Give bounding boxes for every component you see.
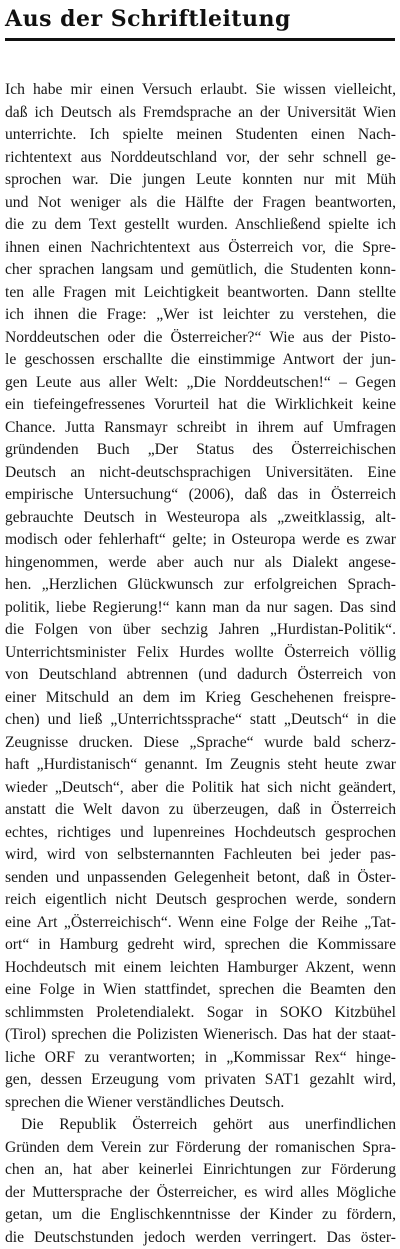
text-line: die Folgen von über sechzig Jahren „Hurdistan-Politik“. [5, 619, 396, 642]
text-line: Gründen dem Verein zur Förderung der romanischen Spra- [5, 1137, 396, 1160]
text-line: gründenden Buch „Der Status des Österreichischen [5, 439, 396, 462]
text-line: richtentext aus Norddeutschland vor, der sehr schnell ge- [5, 147, 396, 170]
text-line: ich ihnen die Frage: „Wer ist leichter zu verstehen, die [5, 304, 396, 327]
text-line: Chance. Jutta Ransmayr schreibt in ihrem auf Umfragen [5, 417, 396, 440]
text-line: echtes, richtiges und lupenreines Hochdeutsch gesprochen [5, 822, 396, 845]
text-line: ihnen einen Nachrichtentext aus Österreich vor, die Spre- [5, 237, 396, 260]
text-line: empirische Untersuchung“ (2006), daß das in Österreich [5, 484, 396, 507]
text-line: ten alle Fragen mit Leichtigkeit beantworten. Dann stellte [5, 282, 396, 305]
text-line: von Deutschland abtrennen (und dadurch Österreich von [5, 664, 396, 687]
column-heading: Aus der Schriftleitung [5, 2, 395, 38]
text-line: ein tiefeingefressenes Vorurteil hat die Wirklichkeit keine [5, 394, 396, 417]
text-line: Deutsch an nicht-deutschsprachigen Universitäten. Eine [5, 462, 396, 485]
text-line: und Not weniger als die Hälfte der Fragen beantworten, [5, 192, 396, 215]
paragraph-1 [5, 79, 396, 1114]
text-line: der Muttersprache der Österreicher, es wird alles Mögliche [5, 1182, 396, 1205]
text-line: sprochen war. Die jungen Leute konnten nur mit Müh [5, 169, 396, 192]
text-line: Hochdeutsch mit einem leichten Hamburger Akzent, wenn [5, 957, 396, 980]
heading-rule [5, 38, 395, 41]
text-line: politik, liebe Regierung!“ kann man da nur sagen. Das sind [5, 597, 396, 620]
text-line: le geschossen erschallte die einstimmige Antwort der jun- [5, 349, 396, 372]
text-line: eine Folge in Wien stattfindet, sprechen die Beamten den [5, 979, 396, 1002]
text-line: gen Leute aus aller Welt: „Die Norddeutschen!“ – Gegen [5, 372, 396, 395]
text-line: unterrichte. Ich spielte meinen Studenten einen Nach- [5, 124, 396, 147]
text-line: hingenommen, werde aber auch nur als Dialekt angese- [5, 552, 396, 575]
text-line: wieder „Deutsch“, aber die Politik hat sich nicht geändert, [5, 777, 396, 800]
text-line: chen an, hat aber keinerlei Einrichtungen zur Förderung [5, 1159, 396, 1182]
text-line: modisch oder fehlerhaft“ gelte; in Osteuropa werde es zwar [5, 529, 396, 552]
paragraph-2 [5, 1114, 396, 1249]
text-line: sprechen die Wiener verständliches Deutsch. [5, 1092, 396, 1115]
text-line: daß ich Deutsch als Fremdsprache an der Universität Wien [5, 102, 396, 125]
text-line: getan, um die Englischkenntnisse der Kinder zu fördern, [5, 1204, 396, 1227]
text-line: (Tirol) sprechen die Polizisten Wienerisch. Das hat der staat- [5, 1024, 396, 1047]
text-line: liche ORF zu verantworten; in „Kommissar Rex“ hinge- [5, 1047, 396, 1070]
text-line: Norddeutschen oder die Österreicher?“ Wie aus der Pisto- [5, 327, 396, 350]
text-line: die Deutschstunden jedoch werden verringert. Das öster- [5, 1227, 396, 1249]
text-line: anstatt die Welt davon zu überzeugen, daß in Österreich [5, 799, 396, 822]
text-line: einer Mitschuld an dem im Krieg Geschehenen freispre- [5, 687, 396, 710]
text-line: Zeugnisse drucken. Diese „Sprache“ wurde bald scherz- [5, 732, 396, 755]
text-line: senden und unpassenden Gelegenheit betont, daß in Öster- [5, 867, 396, 890]
text-line: eine Art „Österreichisch“. Wenn eine Folge der Reihe „Tat- [5, 912, 396, 935]
text-line: haft „Hurdistanisch“ genannt. Im Zeugnis steht heute zwar [5, 754, 396, 777]
text-line: schlimmsten Proletendialekt. Sogar in SOKO Kitzbühel [5, 1002, 396, 1025]
text-line: chen) und ließ „Unterrichtssprache“ statt „Deutsch“ in die [5, 709, 396, 732]
text-line: die zu dem Text gestellt wurden. Anschließend spielte ich [5, 214, 396, 237]
text-line: Die Republik Österreich gehört aus unerfindlichen [5, 1114, 396, 1137]
text-line: gen, dessen Erzeugung vom privaten SAT1 gezahlt wird, [5, 1069, 396, 1092]
text-line: wird, wird von selbsternannten Fachleuten bei jeder pas- [5, 844, 396, 867]
text-line: reich eigentlich nicht Deutsch gesprochen werde, sondern [5, 889, 396, 912]
text-line: Ich habe mir einen Versuch erlaubt. Sie wissen vielleicht, [5, 79, 396, 102]
text-line: gebrauchte Deutsch in Westeuropa als „zweitklassig, alt- [5, 507, 396, 530]
text-line: ort“ in Hamburg gedreht wird, sprechen die Kommissare [5, 934, 396, 957]
text-line: Unterrichtsminister Felix Hurdes wollte Österreich völlig [5, 642, 396, 665]
text-line: cher sprachen langsam und gemütlich, die Studenten konn- [5, 259, 396, 282]
text-line: hen. „Herzlichen Glückwunsch zur erfolgreichen Sprach- [5, 574, 396, 597]
